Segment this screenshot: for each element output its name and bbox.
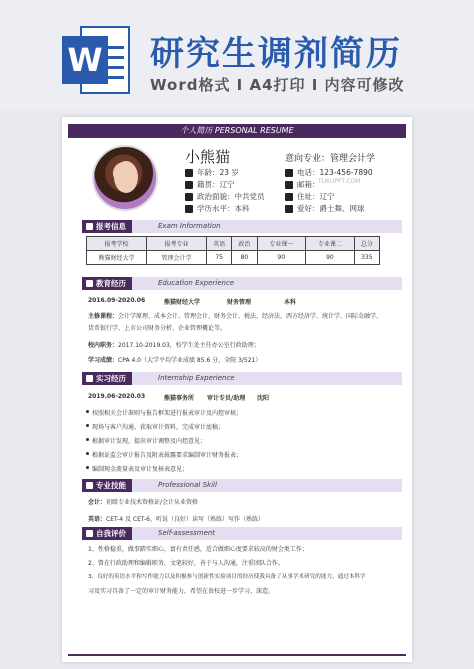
skill-accounting: 会计：初级专业技术资格证/会计从业资格 — [88, 499, 199, 506]
section-skills-en: Professional Skill — [158, 481, 217, 489]
table-cell: 75 — [207, 251, 232, 265]
education-degree: 本科 — [284, 299, 297, 306]
table-cell: 政治 — [232, 237, 257, 251]
education-post: 校内职务：2017.10-2019.03，校学生处主任办公室行政助理； — [88, 342, 260, 349]
exam-table — [86, 236, 380, 265]
resume-page — [62, 117, 412, 662]
section-exam-en: Exam Information — [158, 222, 221, 230]
age-icon — [185, 169, 193, 177]
table-cell: 报考学校 — [87, 237, 147, 251]
education-period: 2016.09-2020.06 — [88, 297, 146, 304]
word-icon — [62, 26, 132, 94]
table-cell: 总分 — [354, 237, 379, 251]
banner-subtitle: Word格式 I A4打印 I 内容可修改 — [150, 76, 405, 94]
info-hobby: 爱好：爵士舞、网球 — [285, 203, 365, 214]
table-cell: 熊猫财经大学 — [87, 251, 147, 265]
intended-major: 意向专业：管理会计学 — [285, 154, 376, 164]
location-icon — [185, 181, 193, 189]
internship-city: 沈阳 — [257, 395, 270, 402]
section-education-tag: 教育经历 — [82, 277, 132, 290]
table-cell: 报考专业 — [147, 237, 207, 251]
hobby-icon — [285, 205, 293, 213]
table-cell: 专业课二 — [306, 237, 355, 251]
education-gpa: 学习成绩：CPA 4.0（大学平均学业成绩 85.6 分，全院 3/521） — [88, 357, 262, 364]
table-row — [87, 251, 380, 265]
table-cell: 90 — [306, 251, 355, 265]
section-self — [82, 527, 402, 540]
info-age: 年龄：23 岁 — [185, 167, 239, 178]
banner — [0, 0, 474, 110]
education-school: 熊猫财经大学 — [164, 299, 201, 306]
section-self-en: Self-assessment — [158, 529, 216, 537]
self-item: 3、良好的英语水平和写作能力以及积极参与创新性实验项目的经历使我具备了从事学术研究的能力，通过本科学 — [88, 574, 366, 580]
table-cell: 管理会计学 — [147, 251, 207, 265]
skill-english: 英语：CET-4 及 CET-6，听说（良好）读写（熟练）写作（熟练） — [88, 516, 264, 523]
education-major: 财务管理 — [227, 299, 252, 306]
list-item: 现场与客户沟通、获取审计资料，完成审计底稿； — [92, 424, 225, 431]
info-phone: 电话：123-456-7890 — [285, 167, 373, 178]
list-item: 按照相关会计准则与报告框架进行报表审计及内控审核； — [92, 410, 243, 417]
banner-title: 研究生调剂简历 — [150, 34, 402, 74]
education-icon — [185, 205, 193, 213]
info-education: 学历水平：本科 — [185, 203, 250, 214]
list-item: 编制现金流量表及审计复核表意见； — [92, 466, 189, 473]
section-internship-en: Internship Experience — [158, 374, 235, 382]
table-cell: 英语 — [207, 237, 232, 251]
section-exam-tag: 报考信息 — [82, 220, 132, 233]
table-cell: 90 — [257, 251, 306, 265]
table-header-row — [87, 237, 380, 251]
candidate-name: 小熊猫 — [185, 148, 231, 166]
watermark: TUKUPPT.COM — [318, 178, 361, 185]
email-icon — [285, 181, 293, 189]
education-courses: 主修课程：会计学原理、成本会计、管理会计、财务会计、税法、经济法、西方经济学、统计学、国际金融学、 — [88, 313, 383, 320]
table-cell: 专业课一 — [257, 237, 306, 251]
education-courses-cont: 货币银行学、上市公司财务分析、企业管理概论等。 — [88, 325, 227, 332]
section-internship-tag: 实习经历 — [82, 372, 132, 385]
section-skills-tag: 专业技能 — [82, 479, 132, 492]
list-item: 根据证监会审计报告及附表披露要求编制审计财务报表； — [92, 452, 243, 459]
internship-period: 2019.06-2020.03 — [88, 393, 146, 400]
resume-header-bar: 个人简历 PERSONAL RESUME — [68, 124, 406, 138]
phone-icon — [285, 169, 293, 177]
table-cell: 335 — [354, 251, 379, 265]
footer-divider — [68, 654, 406, 656]
section-skills — [82, 479, 402, 492]
self-item: 习及实习具备了一定的审计财务能力，希望在贵校进一步学习、深造。 — [88, 588, 275, 595]
internship-role: 审计专员/助理 — [207, 395, 246, 402]
info-email: 邮箱： — [285, 179, 320, 190]
info-address: 住址：辽宁 — [285, 191, 335, 202]
self-item: 2、曾在行政助理和编辑职务，文笔较好，善于与人沟通，注重团队合作。 — [88, 560, 284, 567]
section-self-tag: 自我评价 — [82, 527, 132, 540]
internship-company: 熊猫事务所 — [164, 395, 195, 402]
section-education — [82, 277, 402, 290]
list-item: 根据审计发现，提出审计调整及内控意见； — [92, 438, 207, 445]
home-icon — [285, 193, 293, 201]
section-exam — [82, 220, 402, 233]
self-item: 1、性格稳重，做事踏实细心，富有责任感，适合做细心度要求较高的财会类工作； — [88, 546, 308, 553]
section-internship — [82, 372, 402, 385]
info-hometown: 籍贯：辽宁 — [185, 179, 235, 190]
section-education-en: Education Experience — [158, 279, 235, 287]
word-letter: W — [62, 36, 108, 84]
info-party: 政治面貌：中共党员 — [185, 191, 265, 202]
avatar — [92, 145, 158, 211]
party-icon — [185, 193, 193, 201]
table-cell: 80 — [232, 251, 257, 265]
